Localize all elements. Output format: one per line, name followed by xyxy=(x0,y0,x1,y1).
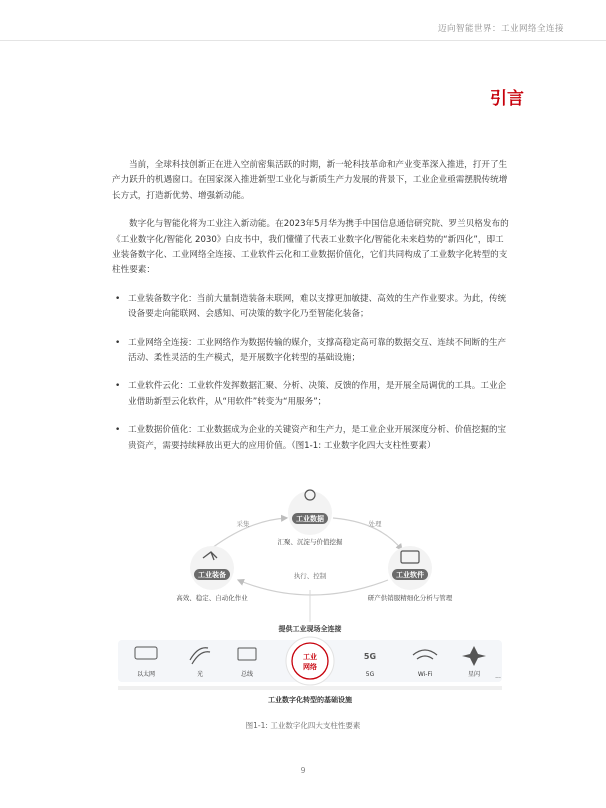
body-text xyxy=(112,158,512,467)
svg-text:网络: 网络 xyxy=(303,663,317,671)
bullet-text: 工业装备数字化：当前大量制造装备未联网，难以支撑更加敏捷、高效的生产作业要求。为此，传统设备要走向能联网、会感知、可决策的数字化乃至智能化装备； xyxy=(128,293,507,320)
arrow-collect xyxy=(212,518,287,548)
bullet-item xyxy=(112,292,512,323)
svg-text:5G: 5G xyxy=(365,671,375,678)
svg-text:以太网: 以太网 xyxy=(136,671,156,678)
connect-label: 提供工业现场全连接 xyxy=(278,625,342,633)
arrow-process xyxy=(333,518,402,550)
svg-text:工业软件: 工业软件 xyxy=(396,571,424,579)
pillars-diagram xyxy=(0,480,606,710)
paragraph: 数字化与智能化将为工业注入新动能。在2023年5月华为携手中国信息通信研究院、罗兰贝格发布的《工业数字化/智能化 2030》白皮书中，我们懂懂了代表工业数字化/智能化未来趋势的“新四化”，即工业装备数字化、工业网络全连接、工业软件云化和工业数据价值化，它们共同构成了工业数字化转型的支柱性要素： xyxy=(112,219,509,276)
bullet-icon: • xyxy=(115,293,121,304)
bullet-icon: • xyxy=(115,337,121,348)
bullet-icon: • xyxy=(115,425,121,436)
tech-more: ... xyxy=(495,673,501,680)
svg-text:星闪: 星闪 xyxy=(467,671,481,678)
5g-icon: 5G xyxy=(363,652,377,661)
data-desc: 汇聚、沉淀与价值挖掘 xyxy=(277,538,343,546)
paragraph: 当前，全球科技创新正在进入空前密集活跃的时期，新一轮科技革命和产业变革深入推进，打开了生产力跃升的机遇窗口。在国家深入推进新型工业化与新质生产力发展的背景下，工业企业亟需摆脱传统增长方式，打造新优势、增强新动能。 xyxy=(112,160,508,201)
running-header: 迈向智能世界：工业网络全连接 xyxy=(437,24,564,34)
bullet-text: 工业软件云化：工业软件发挥数据汇聚、分析、决策、反馈的作用，是开展全局调优的工具。工业企业借助新型云化软件，从“用软件”转变为“用服务”； xyxy=(128,381,507,407)
figure-caption: 图1-1: 工业数字化四大支柱性要素 xyxy=(245,721,361,730)
arrow-label-process: 处理 xyxy=(368,520,382,528)
software-desc: 研产供销服精细化分析与管理 xyxy=(367,594,453,602)
svg-text:工业数据: 工业数据 xyxy=(296,515,324,523)
bullet-text: 工业数据价值化：工业数据成为企业的关键资产和生产力，是工业企业开展深度分析、价值挖掘的宝贵资产，需要持续释放出更大的应用价值。（图1-1: 工业数字化四大支柱性要素） xyxy=(128,425,507,451)
bullet-item xyxy=(112,379,512,410)
svg-text:工业装备: 工业装备 xyxy=(198,571,226,579)
arrow-label-exec: 执行、控制 xyxy=(293,572,327,580)
equipment-desc: 高效、稳定、自动化作业 xyxy=(176,594,248,602)
node-equipment xyxy=(190,546,234,590)
header-divider xyxy=(0,40,606,41)
bullet-item xyxy=(112,423,512,454)
bullet-text: 工业网络全连接：工业网络作为数据传输的媒介，支撑高稳定高可靠的数据交互、连续不间断的生产活动、柔性灵活的生产模式，是开展数字化转型的基础设施； xyxy=(128,337,507,364)
arrow-label-collect: 采集 xyxy=(236,520,250,528)
svg-text:光: 光 xyxy=(196,671,204,678)
svg-text:工业: 工业 xyxy=(303,653,317,661)
section-title: 引言 xyxy=(490,89,524,109)
node-data xyxy=(288,490,332,535)
node-network xyxy=(286,637,334,685)
bullet-item xyxy=(112,336,512,367)
node-software xyxy=(388,546,432,590)
arrow-exec xyxy=(238,580,388,595)
page-number: 9 xyxy=(300,766,306,775)
bottom-label: 工业数字化转型的基础设施 xyxy=(268,696,352,704)
svg-text:Wi-Fi: Wi-Fi xyxy=(417,671,433,678)
svg-text:总线: 总线 xyxy=(240,671,254,678)
bullet-icon: • xyxy=(115,381,121,392)
